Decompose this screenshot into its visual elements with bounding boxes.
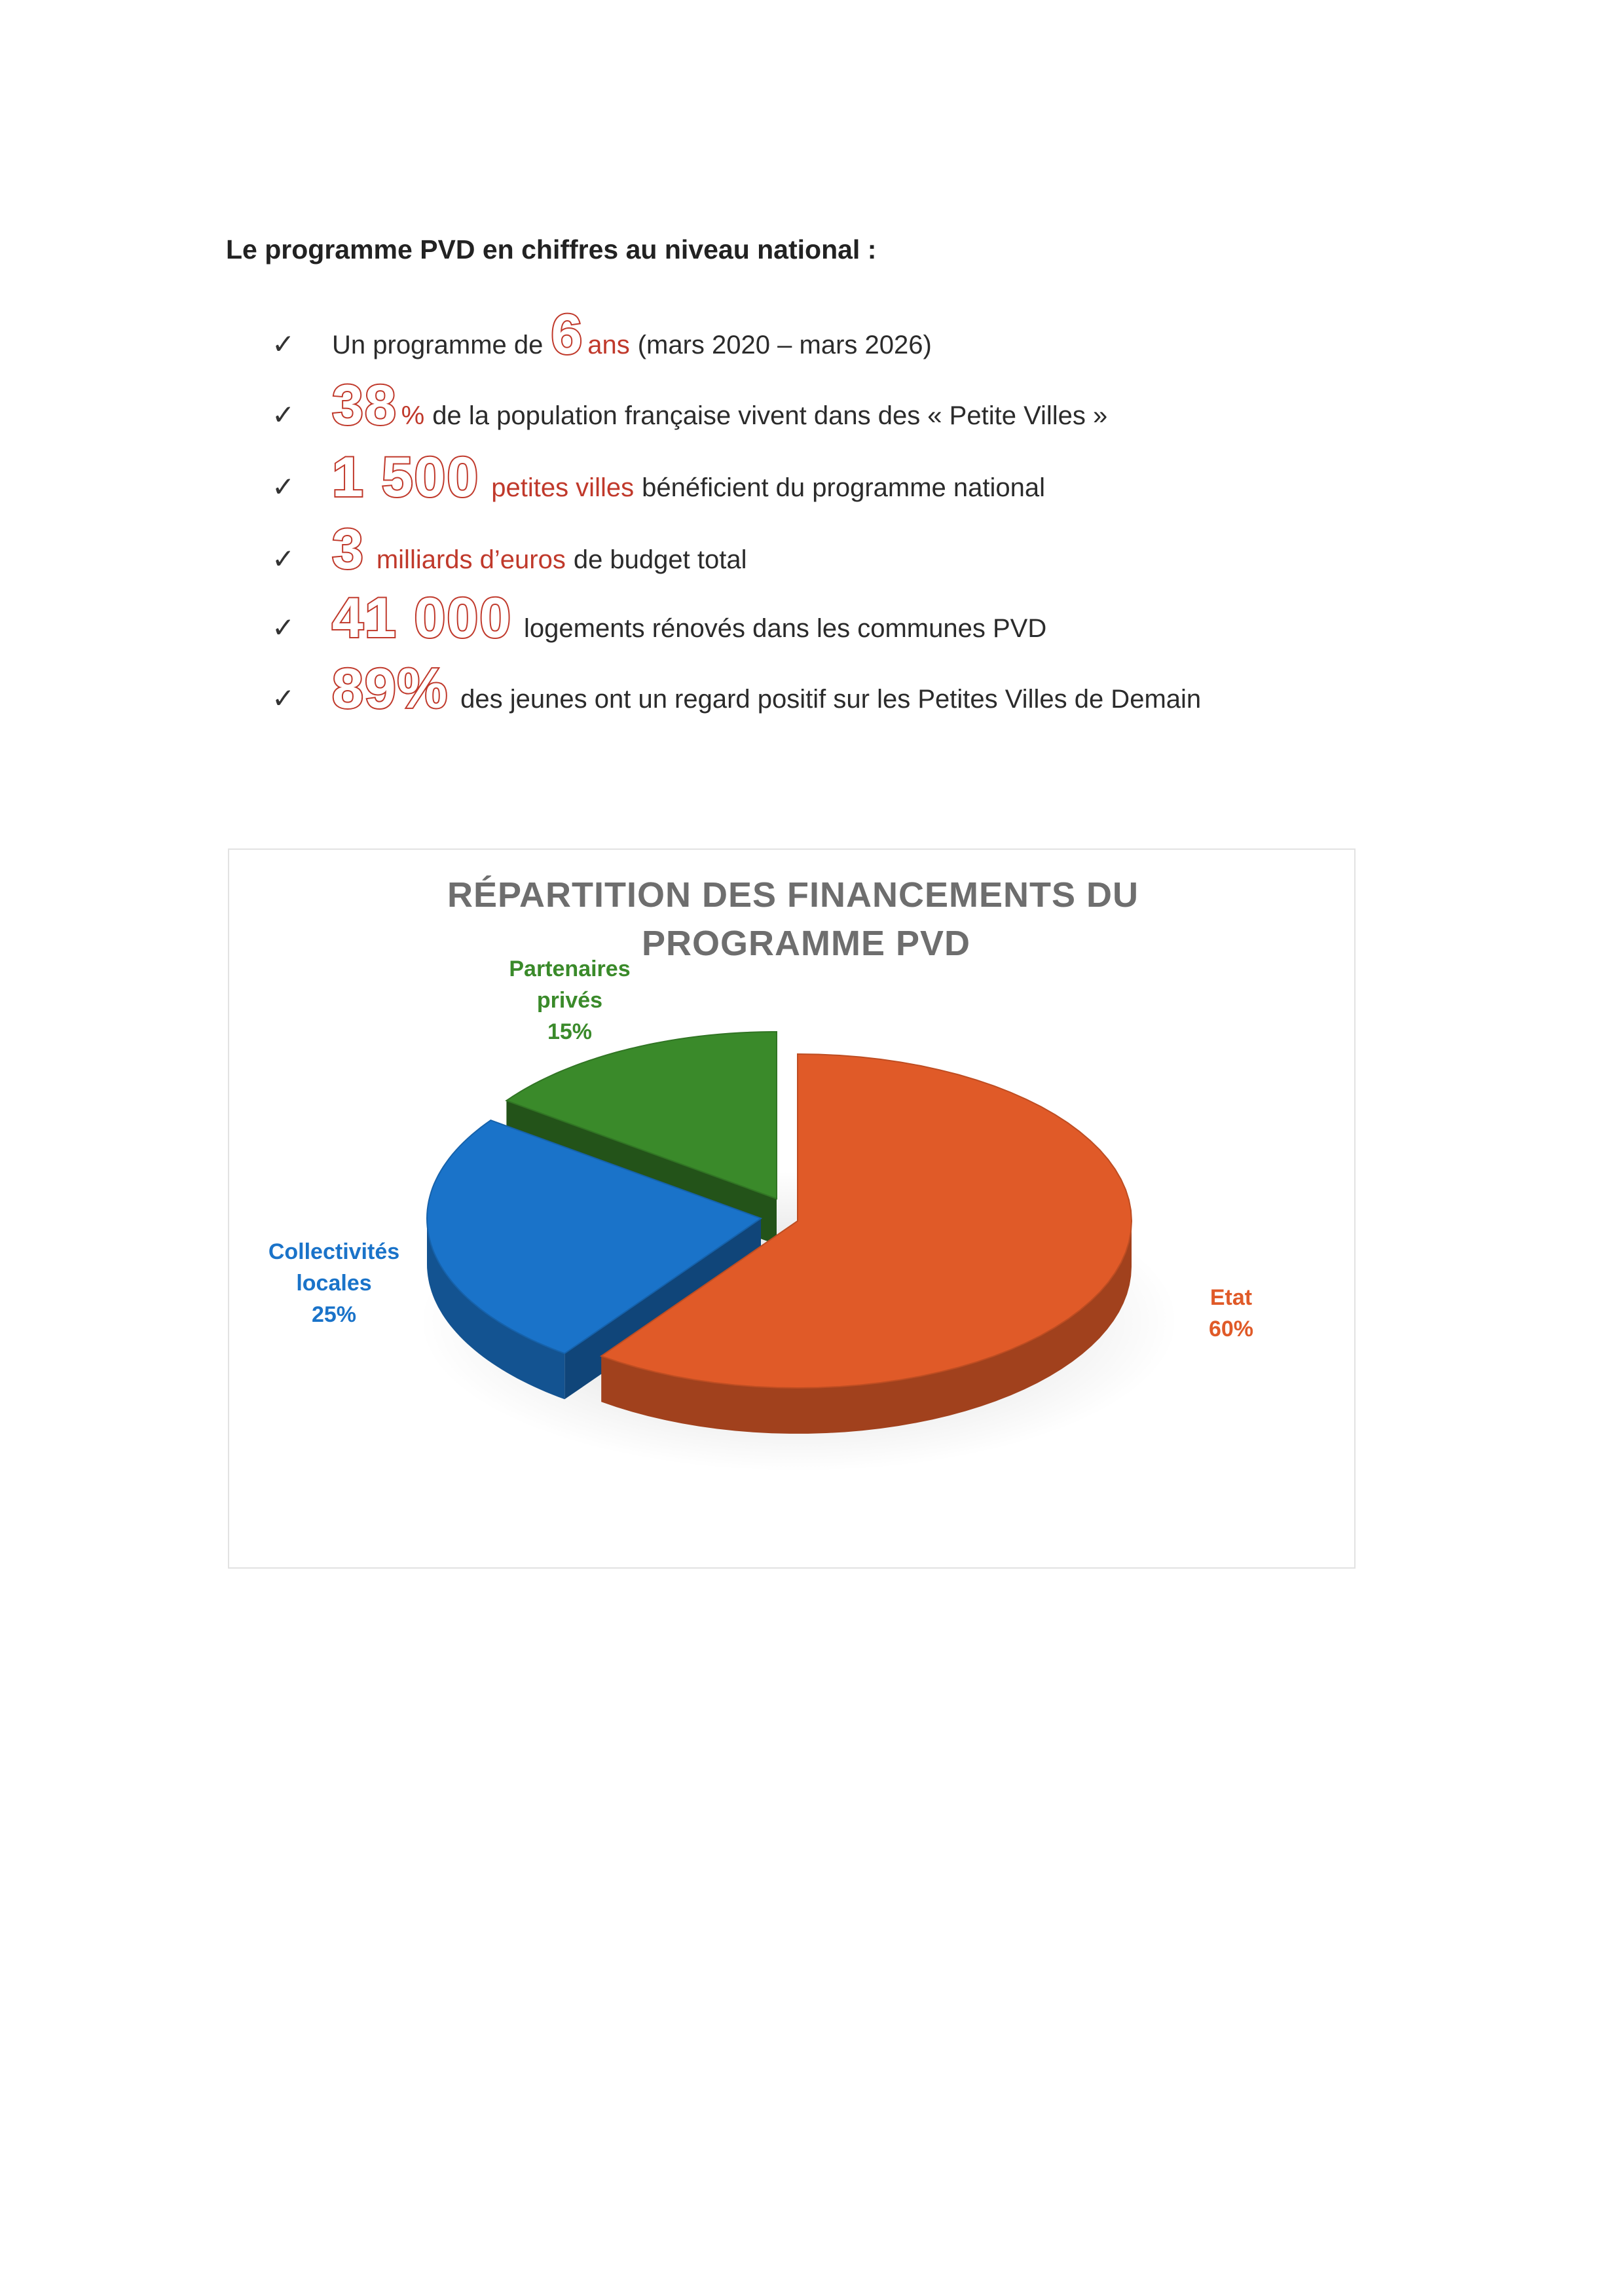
fact-budget <box>272 517 747 583</box>
label-etat-value: 60% <box>1208 1317 1254 1341</box>
check-icon: ✓ <box>272 328 295 360</box>
check-icon: ✓ <box>272 399 295 431</box>
check-icon: ✓ <box>272 543 295 575</box>
page-title: Le programme PVD en chiffres au niveau national : <box>226 234 877 264</box>
check-icon: ✓ <box>272 682 295 714</box>
fact-post: de la population française vivent dans des « Petite Villes » <box>432 401 1108 430</box>
label-etat <box>1139 1282 1323 1345</box>
label-partenaires <box>478 953 661 1048</box>
fact-number: 3 <box>332 518 365 581</box>
fact-pre: Un programme de <box>332 331 544 359</box>
fact-post: de budget total <box>573 545 747 574</box>
check-icon: ✓ <box>272 611 295 644</box>
label-partenaires-value: 15% <box>547 1019 593 1044</box>
fact-post: logements rénovés dans les communes PVD <box>524 614 1047 643</box>
fact-highlight: ans <box>587 331 630 359</box>
pie-svg <box>229 850 1357 1570</box>
fact-highlight: petites villes <box>491 473 635 502</box>
fact-population <box>272 373 1107 439</box>
fact-number: 89% <box>332 657 449 720</box>
fact-number: 38 <box>332 374 397 437</box>
label-collectivites-name1: Collectivités <box>268 1239 400 1264</box>
label-etat-name: Etat <box>1209 1285 1253 1310</box>
check-icon: ✓ <box>272 471 295 503</box>
fact-youth <box>272 657 1201 722</box>
fact-post: des jeunes ont un regard positif sur les Petites Villes de Demain <box>460 685 1202 714</box>
chart-title-line1: RÉPARTITION DES FINANCEMENTS DU <box>447 875 1139 915</box>
pie-chart <box>228 848 1356 1569</box>
fact-duration <box>272 302 932 368</box>
fact-post: bénéficient du programme national <box>642 473 1046 502</box>
label-partenaires-name1: Partenaires <box>509 957 631 981</box>
label-collectivites-value: 25% <box>311 1302 357 1327</box>
fact-number: 1 500 <box>332 446 480 509</box>
chart-title-line2: PROGRAMME PVD <box>641 924 971 963</box>
label-partenaires-name2: privés <box>536 988 603 1013</box>
fact-post: (mars 2020 – mars 2026) <box>637 331 932 359</box>
fact-number: 6 <box>551 303 584 366</box>
fact-towns <box>272 445 1045 511</box>
label-collectivites-name2: locales <box>296 1271 372 1296</box>
label-collectivites <box>229 1236 439 1330</box>
fact-housing <box>272 586 1046 651</box>
fact-highlight: % <box>401 401 425 430</box>
fact-number: 41 000 <box>332 587 513 649</box>
fact-highlight: milliards d’euros <box>376 545 566 574</box>
